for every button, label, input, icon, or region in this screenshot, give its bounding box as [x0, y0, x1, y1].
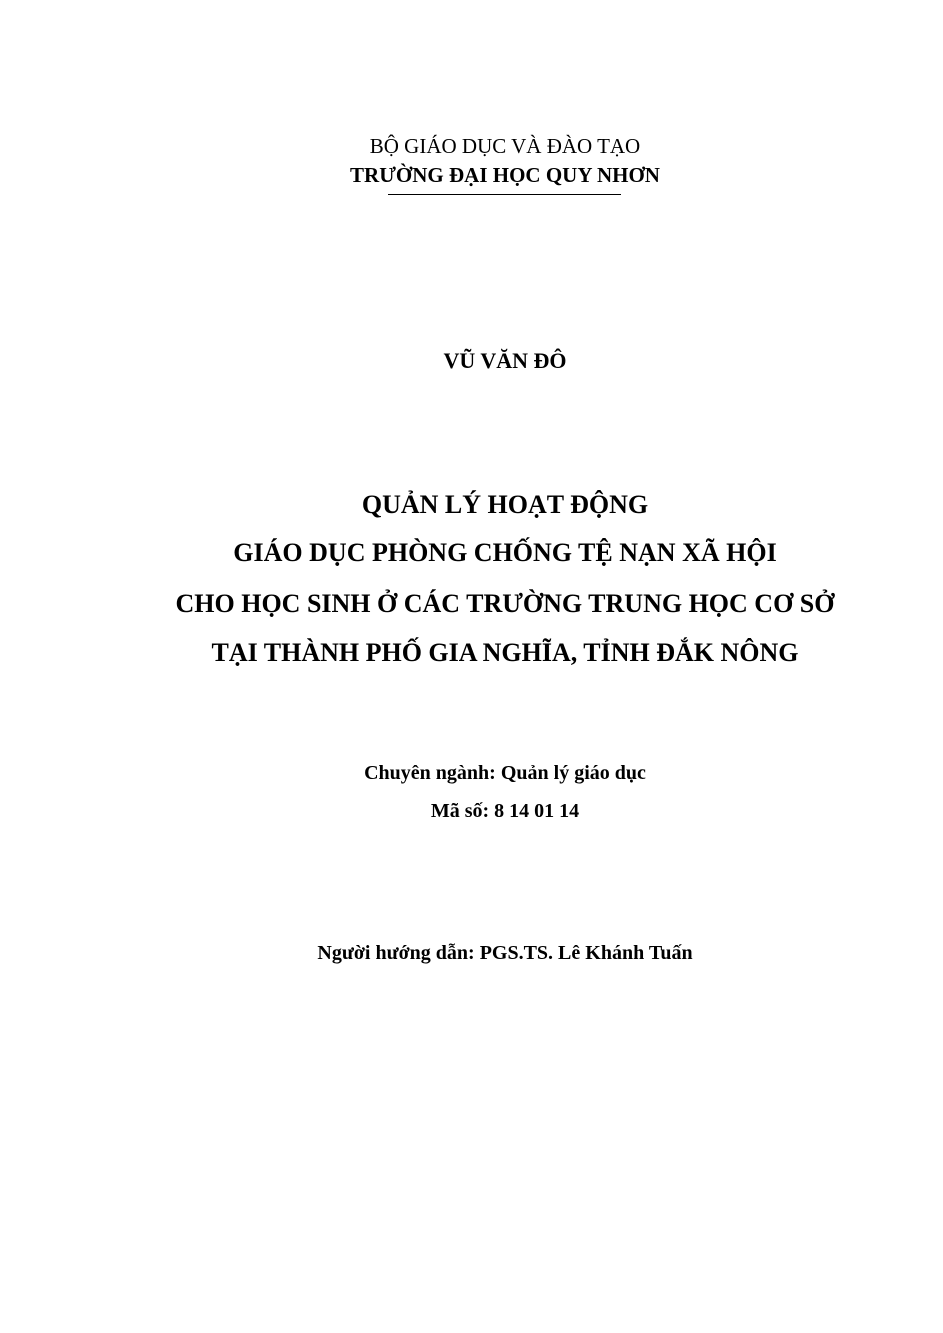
- specialization-major: Chuyên ngành: Quản lý giáo dục: [364, 762, 646, 784]
- thesis-title-line-2: GIÁO DỤC PHÒNG CHỐNG TỆ NẠN XÃ HỘI: [233, 538, 777, 567]
- university-name: TRƯỜNG ĐẠI HỌC QUY NHƠN: [350, 163, 660, 187]
- author-name: VŨ VĂN ĐÔ: [443, 348, 567, 373]
- advisor-name: Người hướng dẫn: PGS.TS. Lê Khánh Tuấn: [317, 942, 693, 964]
- specialization-code: Mã số: 8 14 01 14: [430, 800, 580, 822]
- ministry-name: BỘ GIÁO DỤC VÀ ĐÀO TẠO: [369, 134, 641, 158]
- header-divider: [388, 194, 621, 195]
- thesis-title-line-3: CHO HỌC SINH Ở CÁC TRƯỜNG TRUNG HỌC CƠ SỞ: [175, 589, 835, 618]
- thesis-title-line-1: QUẢN LÝ HOẠT ĐỘNG: [361, 490, 649, 519]
- thesis-title-line-4: TẠI THÀNH PHỐ GIA NGHĨA, TỈNH ĐẮK NÔNG: [211, 638, 799, 667]
